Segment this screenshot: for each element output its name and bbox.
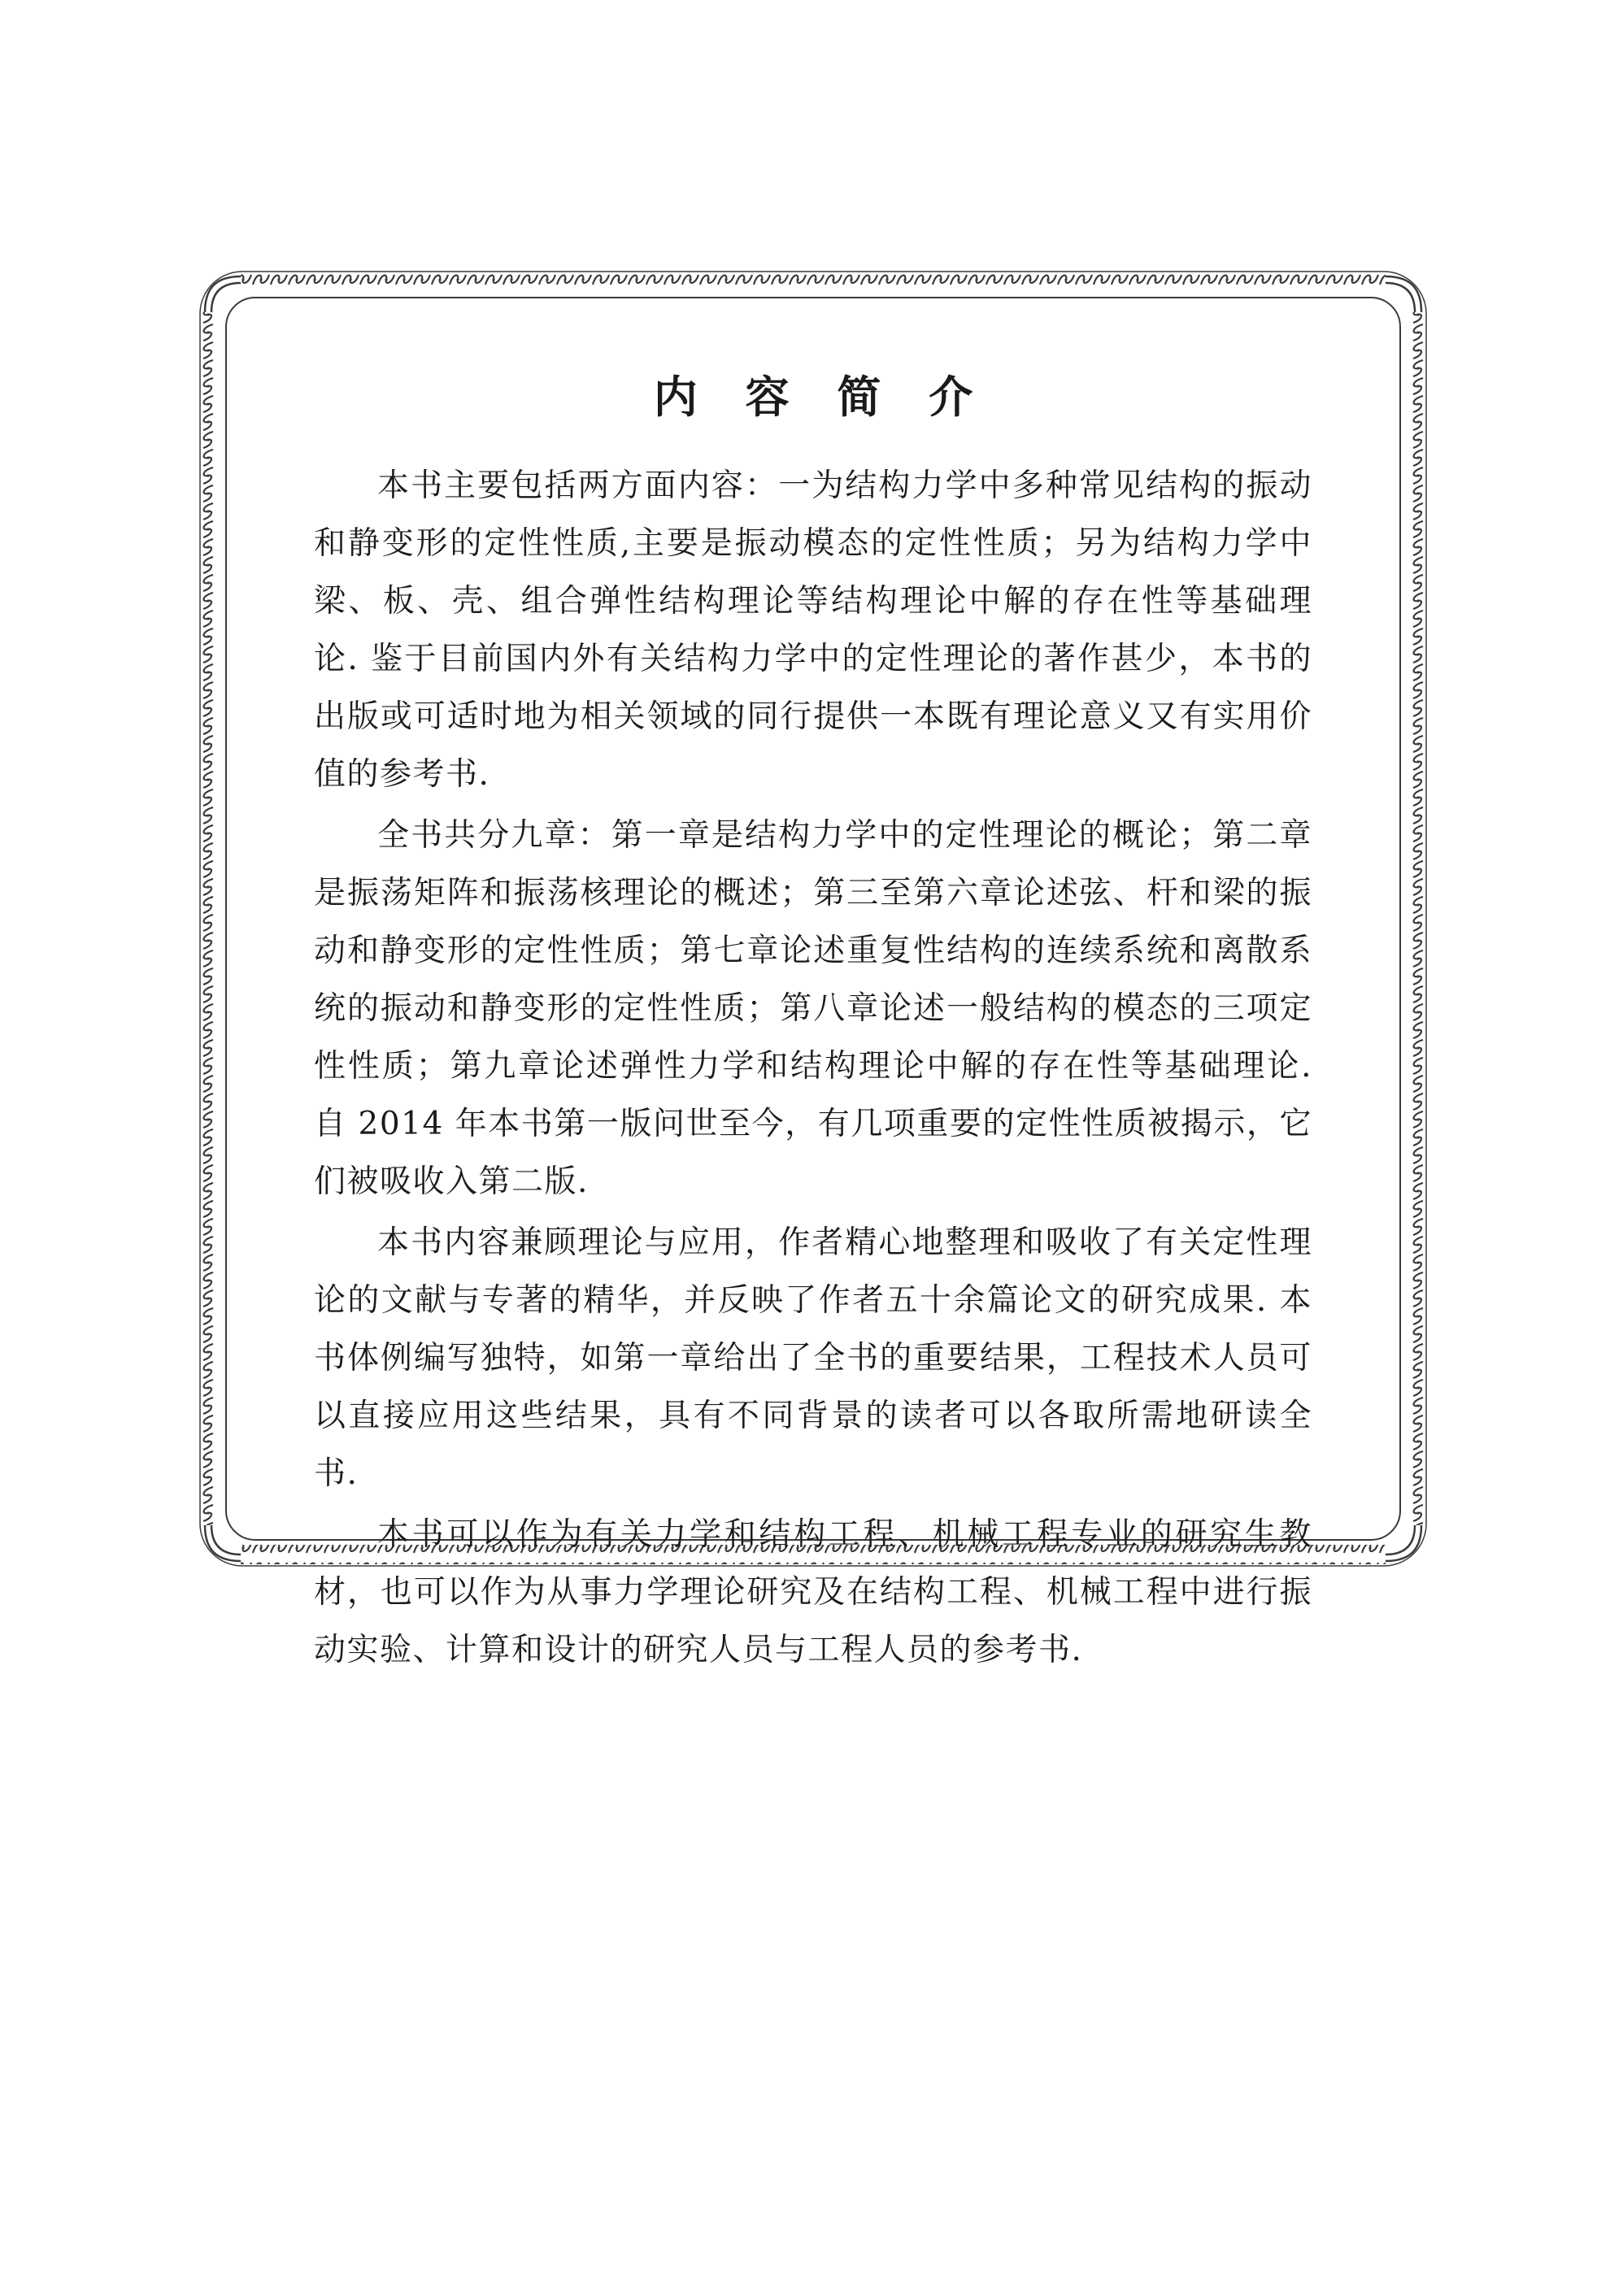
paragraph-1: 本书主要包括两方面内容：一为结构力学中多种常见结构的振动和静变形的定性性质,主要是振动模态的定性性质；另为结构力学中梁、板、壳、组合弹性结构理论等结构理论中解的存在性等基础理论. 鉴于目前国内外有关结构力学中的定性理论的著作甚少，本书的出版或可适时地为相关领域的同行提供一本既有理论意义又有实用价值的参考书. xyxy=(314,467,1312,793)
page-title: 内 容 简 介 xyxy=(653,372,990,423)
ornamental-frame xyxy=(198,270,1428,1668)
content-area xyxy=(314,361,1312,1682)
paragraph-3: 本书内容兼顾理论与应用，作者精心地整理和吸收了有关定性理论的文献与专著的精华，并反映了作者五十余篇论文的研究成果. 本书体例编写独特，如第一章给出了全书的重要结果，工程技术人员可以直接应用这些结果，具有不同背景的读者可以各取所需地研读全书. xyxy=(314,1224,1312,1492)
paragraph-2: 全书共分九章：第一章是结构力学中的定性理论的概论；第二章是振荡矩阵和振荡核理论的概述；第三至第六章论述弦、杆和梁的振动和静变形的定性性质；第七章论述重复性结构的连续系统和离散系统的振动和静变形的定性性质；第八章论述一般结构的模态的三项定性性质；第九章论述弹性力学和结构理论中解的存在性等基础理论. 自 2014 年本书第一版问世至今，有几项重要的定性性质被揭示，它们被吸收入第二版. xyxy=(314,817,1312,1200)
paragraph-4: 本书可以作为有关力学和结构工程、机械工程专业的研究生教材，也可以作为从事力学理论研究及在结构工程、机械工程中进行振动实验、计算和设计的研究人员与工程人员的参考书. xyxy=(314,1516,1312,1668)
